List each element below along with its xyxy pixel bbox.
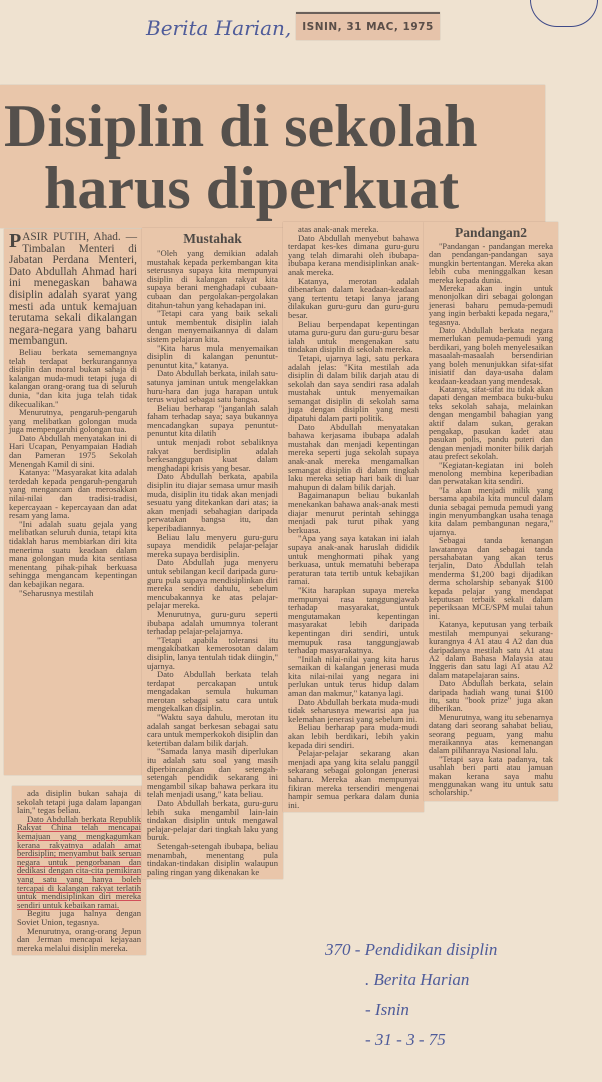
handwritten-circle <box>530 0 598 27</box>
paragraph: Dato Abdullah berkata telah terdapat percakapan untuk mengadakan semula hukuman merotan sebagai satu cara untuk mengekalkan disiplin. <box>147 669 278 714</box>
paragraph: Beliau berkata sememangnya telah terdapat berkurangannya disiplin dan moral bukan sahaja di kalangan muda-mudi tetapi juga di kalangan orang-orang tua di seluruh dunia, "dan kita juga telah tidak dikecualikan." <box>9 346 137 409</box>
paragraph: atas anak-anak mereka. <box>298 224 379 234</box>
paragraph: "Kita harus mula menyemaikan disiplin di kalangan penuntut-penuntut kita," katanya. <box>147 342 278 370</box>
paragraph: Bagaimanapun beliau bukanlah menekankan bahawa anak-anak mesti diajar menurut perintah sehingga menjadi pak turut pihak yang berkuasa. <box>288 490 419 535</box>
column-3-paragraphs <box>288 225 419 809</box>
paragraph: Menurutnya, pengaruh-pengaruh yang melibatkan golongan muda juga mempengaruhi golongan tua. <box>9 407 137 435</box>
paragraph: untuk menjadi robot sebaliknya rakyat berdisiplin adalah berkesanggupan kuat dalam menghadapi krisis yang besar. <box>147 437 278 473</box>
handwritten-source: Berita Harian, <box>146 16 292 40</box>
paragraph: "Tetapi cara yang baik sekali untuk membentuk disiplin ialah dengan menyemaikannya di dalam sistem pelajaran kita. <box>147 308 278 344</box>
paragraph: "Samada lanya masih diperlukan itu adalah satu soal yang masih diperbincangkan dan setengah-setengah pendidik sekarang ini mengambil sikap bahawa perkara itu telah menjadi usang," kata beliau. <box>147 746 278 800</box>
paragraph: "Seharusnya mestilah <box>19 587 94 598</box>
paragraph: Dato Abdullah juga menyeru untuk sebilangan kecil daripada guru-guru pula supaya mendisiplinkan diri mereka sendiri dahulu, sebelum mencubakannya ke atas pelajar-pelajar mereka. <box>147 557 278 611</box>
paragraph: Katanya: "Masyarakat kita adalah terdedah kepada pengaruh-pengaruh yang mengancam dan merosakkan nilai-nilai dan tradisi-tradisi, kepercayaan - kepercayaan dan adat resam yang lama. <box>9 467 137 521</box>
paragraph: "Pandangan - pandangan mereka dan pendangan-pandangan saya mungkin bertentangan. Mereka akan lebih cuba meninggalkan kesan mereka kepada dunia. <box>429 242 553 285</box>
headline-clipping <box>0 85 545 228</box>
article-column-1 <box>4 229 142 775</box>
headline-line-2: harus diperkuat <box>44 155 460 221</box>
paragraph: "Oleh yang demikian adalah mustahak kepada perkembangan kita seterusnya supaya kita mempunyai disiplin di kalangan rakyat kita supaya berani menghadapi cubaan-cubaan dan pergolakan-pergolakan ditahun-tahun yang kehadapan ini. <box>147 248 278 310</box>
article-column-2 <box>142 228 283 879</box>
headline <box>0 85 545 219</box>
paragraph: Menurutnya, guru-guru seperti ibubapa adalah umumnya tolerant terhadap pelajar-pelajarnya. <box>147 608 278 637</box>
paragraph: Katanya, sifat-sifat itu tidak akan dapati dengan membaca buku-buku teks sekolah sahaja, melainkan dengan mengambil bahagian yang aktif dalam sukan, gerakan pengakap, pasukan kadet atau pasukan polis, pandu puteri dan dengan menjadi moniter bilik darjah atau prefect sekolah. <box>429 384 553 462</box>
note-line: - 31 - 3 - 75 <box>365 1030 446 1049</box>
paragraph: "Inilah nilai-nilai yang kita harus semaikan di kalangan jenerasi muda kita nilai-nilai yang negara ini perlukan untuk terus hidup dalam aman dan makmur," katanya lagi. <box>288 653 419 699</box>
lead-text: ASIR PUTIH, Ahad. — Timbalan Menteri di Jabatan Perdana Menteri, Dato Abdullah Ahmad hari ini menegaskan bahawa disiplin adalah syarat yang mesti ada untuk kemajuan terutama sekali dikalangan negara-negara yang baharu membangun. <box>9 231 137 348</box>
date-clipping: ISNIN, 31 MAC, 1975 <box>296 12 440 40</box>
column-1-continuation <box>17 789 141 952</box>
paragraph: Setengah-setengah ibubapa, beliau menambah, menentang pula tindakan-tindakan disiplin walaupun paling ringan yang dikenakan ke <box>147 840 278 877</box>
paragraph: Dato Abdullah menyatakan ini di Hari Ucapan, Penyampaian Hadiah dan Pameran 1975 Sekolah Menengah Kamil di sini. <box>9 432 137 469</box>
paragraph: Dato Abdullah berkata Republik Rakyat China telah mencapai kemajuan yang mengkagumkan kerana rakyatnya adalah amat berdisiplin; menyambut baik seruan negara untuk pengorbanan dan dedikasi dengan cita-cita pemikiran yang satu yang hanya boleh tercapai di kalangan rakyat terlatih untuk mendisiplinkan diri mereka sendiri untuk kebaikan ramai. <box>17 813 141 910</box>
subhead-pandangan: Pandangan2 <box>454 225 528 240</box>
paragraph: Begitu juga halnya dengan Soviet Union, tegasnya. <box>17 908 141 927</box>
paragraph: Katanya, keputusan yang terbaik mestilah mempunyai sekurang-kurangnya 4 A1 atau 4 A2 dan dua daripadanya mestilah satu A1 atau A2 dalam Bahasa Malaysia atau Inggeris dan satu lagi A1 atau A2 dalam matapelajaran sains. <box>429 620 553 680</box>
paragraph: "Apa yang saya katakan ini ialah supaya anak-anak haruslah dididik untuk menghormati pihak yang berkuasa, untuk mematuhi beberapa peraturan tata tertib untuk kebajikan ramai. <box>288 533 419 587</box>
paragraph: ada disiplin bukan sahaja di sekolah tetapi juga dalam lapangan lain," tegas beliau. <box>17 788 141 816</box>
paragraph: Dato Abdullah berkata, guru-guru lebih suka mengambil lain-lain tindakan disiplin untuk mengawal pelajar-pelajar dari tingkah laku yang buruk. <box>147 798 278 843</box>
paragraph: "Tetapi saya kata padanya, tak usahlah beri parti atau jamuan makan kerana saya mahu menggunakan wang itu untuk satu scholarship." <box>429 754 553 798</box>
paragraph: Dato Abdullah berkata negara memerlukan pemuda-pemudi yang berdikari, yang boleh menyelesaikan masaalah-masaalah bersendirian yang boleh menunjukkan sifat-sifat inisiatif dan daya-usaha dalam keadaan-keadaan yang mendesak. <box>429 326 553 386</box>
article-column-4 <box>424 222 558 801</box>
paragraph: Sebagai tanda kenangan lawatannya dan sebagai tanda persahabatan yang akan terus terjalin, Dato Abdullah telah menderma $1,200 bagi dijadikan derma scholarship sebanyak $100 kepada pelajar yang mendapat keputusan terbaik sekali dalam peperiksaan MCE/SPM mulai tahun ini. <box>429 536 553 621</box>
subhead-mustahak: Mustahak <box>183 231 242 246</box>
paragraph: "Waktu saya dahulu, merotan itu adalah sangat berkesan sebagai satu cara untuk memperkokoh disiplin dan ketertiban dalam bilik darjah. <box>147 712 278 748</box>
paragraph: Dato Abdullah berkata muda-mudi tidak seharusnya mewarisi apa jua kelemahan jenerasi yang sebelum ini. <box>288 696 419 724</box>
paragraph: Dato Abdullah berkata, apabila disiplin itu diajar semasa umur masih muda, disiplin itu tidak akan menjadi sesuatu yang ditekankan dari atas; ia akan menjadi sebahagian daripada perwatakan bangsa itu, dan keperibadiannya. <box>147 471 278 533</box>
column-2-paragraphs <box>147 249 278 876</box>
paragraph: Dato Abdullah menyebut bahawa terdapat kes-kes dimana guru-guru yang telah dimarahi oleh ibubapa-ibubapa kerana mendisiplinkan anak-anak mereka. <box>288 232 419 277</box>
paragraph: Menurutnya, wang itu sebenarnya datang dari seorang sahabat beliau, seorang peguam, yang mahu meraikannya atas kemenangan dalam pilihanraya Nasional lalu. <box>429 712 553 756</box>
column-4-paragraphs <box>429 243 553 798</box>
note-line: . Berita Harian <box>365 970 470 989</box>
paragraph: Beliau berharap para muda-mudi akan lebih berdikari, lebih yakin kepada diri sendiri. <box>288 722 419 750</box>
headline-line-1: Disiplin di sekolah <box>4 93 478 159</box>
paragraph: "Kita harapkan supaya mereka mempunyai rasa tanggungjawab terhadap masyarakat, untuk mengutamakan kepentingan masyarakat lebih daripada kepentingan diri sendiri, untuk memupuk rasa tanggungjawab terhadap masyarakatnya. <box>288 584 419 656</box>
article-column-1-continued <box>12 786 146 955</box>
paragraph: Dato Abdullah menyatakan bahawa kerjasama ibubapa adalah mustahak dan menjadi kepentingan mereka seperti juga sekolah supaya anak-anak mereka mengamalkan semangat disiplin di dalam tingkah laku mereka setiap hari baik di luar mahupun di dalam bilik darjah. <box>288 421 419 492</box>
paragraph: Beliau berpendapat kepentingan utama guru-guru dan guru-guru besar ialah untuk mengenakan satu tindakan disiplin di sekolah mereka. <box>288 318 419 355</box>
note-line: 370 - Pendidikan disiplin <box>325 940 498 959</box>
paragraph: Dato Abdullah berkata, selain daripada hadiah wang tunai $100 itu, satu "book prize" juga akan diberikan. <box>429 679 553 714</box>
paragraph: "Ini adalah suatu gejala yang melibatkan seluruh dunia, tetapi kita tidaklah harus membiarkan diri kita menerima suatu keadaan dalam mana golongan muda kita sentiasa menentang pihak-pihak berkuasa sehingga mengancam kepentingan dan kebajikan negara. <box>9 518 137 589</box>
column-1-paragraphs <box>9 348 137 597</box>
lead-paragraph <box>9 232 137 348</box>
paragraph: Mereka akan ingin untuk menonjolkan diri sebagai golongan jenerasi baharu pemuda-pemudi yang ingin berbakti kepada negara," tegasnya. <box>429 284 553 327</box>
paragraph: Beliau lalu menyeru guru-guru supaya mendidik pelajar-pelajar mereka supaya berdisiplin. <box>147 531 278 559</box>
paragraph: "Kegiatan-kegiatan ini boleh menolong membina keperibadian dan perwatakan kita sendiri. <box>429 460 553 487</box>
paragraph: Katanya, merotan adalah dibenarkan dalam keadaan-keadaan yang tertentu tetapi lanya jarang dilakukan guru-guru dan guru-guru besar. <box>288 275 419 320</box>
paragraph: Beliau berharap "janganlah salah faham terhadap saya; saya bukannya mencadangkan supaya penuntut-penuntut kita dilatih <box>147 402 278 439</box>
paragraph: Menurutnya, orang-orang Jepun dan Jerman mencapai kejayaan mereka melalui disiplin mereka. <box>17 925 141 953</box>
paragraph: "Tetapi apabila toleransi itu mengakibatkan kemerosotan dalam disiplin, lanya tentulah tidak diingin," ujarnya. <box>147 634 278 671</box>
handwritten-note <box>325 935 602 1055</box>
paragraph: Tetapi, ujarnya lagi, satu perkara adalah jelas: "Kita mestilah ada disiplin di dalam bilik darjah atau di sekolah dan saya sendiri rasa adalah mustahak untuk menyemaikan semangat disiplin di sekolah sama juga dengan disiplin yang mesti dipatuhi dalam parti politik. <box>288 352 419 424</box>
drop-cap: P <box>9 230 22 252</box>
note-line: - Isnin <box>365 1000 409 1019</box>
article-column-3 <box>283 222 424 812</box>
paragraph: Pelajar-pelajar sekarang akan menjadi apa yang kita selalu panggil sekarang sebagai golongan jenerasi baharu. Mereka akan mempunyai fikiran mereka tersendiri mengenai hampir semua perkara dalam dunia ini. <box>288 748 419 810</box>
paragraph: "Ia akan menjadi milik yang bersama apabila kita muncul dalam dunia sebagai pemuda pemudi yang ingin menyumbangkan usaha tenaga kita dalam pembangunan negara," ujarnya. <box>429 485 553 537</box>
paragraph: Dato Abdullah berkata, inilah satu-satunya jaminan untuk mengelakkan huru-hara dan juga harapan untuk terus wujud sebagai satu bangsa. <box>147 368 278 405</box>
